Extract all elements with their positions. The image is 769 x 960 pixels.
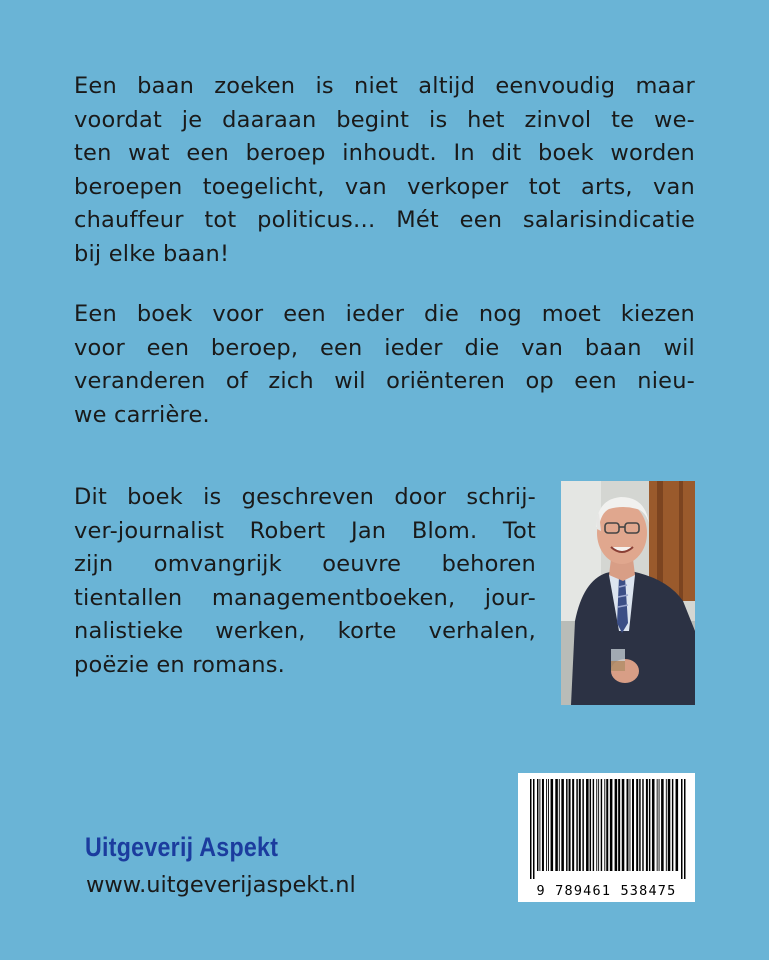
barcode-bar: [582, 779, 583, 871]
barcode-bar: [622, 779, 625, 871]
bio-line: Dit boek is geschreven door schrij-: [74, 484, 536, 510]
barcode-bar: [542, 779, 544, 871]
bio-line: zijn omvangrijk oeuvre behoren: [74, 551, 536, 577]
blurb-paragraph-2: [74, 298, 695, 432]
barcode-bar: [630, 779, 631, 871]
barcode-bar: [672, 779, 673, 871]
barcode-bar: [657, 779, 658, 871]
barcode: [518, 773, 695, 902]
barcode-bar: [649, 779, 650, 871]
barcode-bar: [551, 779, 554, 871]
barcode-guard-bar: [530, 779, 532, 879]
bio-line: poëzie en romans.: [74, 651, 285, 678]
blurb-line: voor een beroep, een ieder die van baan wil: [74, 334, 695, 361]
barcode-bar: [606, 779, 608, 871]
blurb-line: voordat je daaraan begint is het zinvol te we-: [74, 106, 695, 133]
barcode-bar: [659, 779, 660, 871]
author-photo: [561, 481, 695, 705]
barcode-bar: [604, 779, 605, 871]
barcode-bar: [590, 779, 591, 871]
barcode-bar: [636, 779, 638, 871]
barcode-bar: [572, 779, 574, 871]
bio-line: tientallen managementboeken, jour-: [74, 584, 536, 611]
barcode-bar: [618, 779, 620, 871]
barcode-guard-bar: [533, 779, 535, 879]
barcode-bar: [586, 779, 589, 871]
barcode-bar: [666, 779, 667, 871]
barcode-bars: [518, 773, 695, 883]
bio-line: nalistieke werken, korte verhalen,: [74, 618, 536, 644]
blurb-line: chauffeur tot politicus… Mét een salarisindicatie: [74, 207, 695, 233]
barcode-bar: [546, 779, 547, 871]
barcode-bar: [566, 779, 567, 871]
barcode-bar: [539, 779, 540, 871]
barcode-bar: [596, 779, 597, 871]
barcode-bar: [555, 779, 558, 871]
barcode-bar: [610, 779, 613, 871]
blurb-line: beroepen toegelicht, van verkoper tot arts, van: [74, 173, 695, 200]
blurb-paragraph-1: [74, 70, 695, 271]
blurb-line: Een boek voor een ieder die nog moet kiezen: [74, 301, 695, 327]
barcode-bar: [642, 779, 643, 871]
barcode-bar: [598, 779, 599, 871]
blurb-line: bij elke baan!: [74, 240, 230, 267]
blurb-line: we carrière.: [74, 401, 210, 428]
blurb-line: ten wat een beroep inhoudt. In dit boek worden: [74, 140, 695, 166]
barcode-bar: [639, 779, 640, 871]
barcode-bar: [676, 779, 679, 871]
barcode-guard-bar: [681, 779, 683, 879]
barcode-bar: [593, 779, 594, 871]
barcode-bar: [561, 779, 564, 871]
author-bio: [74, 481, 536, 682]
barcode-bar: [548, 779, 549, 871]
barcode-bar: [652, 779, 655, 871]
blurb-line: Een baan zoeken is niet altijd eenvoudig maar: [74, 73, 695, 99]
barcode-bar: [627, 779, 629, 871]
barcode-guard-bar: [684, 779, 686, 879]
barcode-bar: [569, 779, 571, 871]
blurb-line: veranderen of zich wil oriënteren op een nieu-: [74, 368, 695, 394]
barcode-bar: [559, 779, 560, 871]
barcode-bar: [632, 779, 634, 871]
bio-line: ver-journalist Robert Jan Blom. Tot: [74, 517, 536, 544]
barcode-bar: [576, 779, 577, 871]
barcode-bar: [661, 779, 664, 871]
barcode-bar: [668, 779, 671, 871]
barcode-bar: [601, 779, 602, 871]
barcode-bar: [579, 779, 581, 871]
publisher-name: Uitgeverij Aspekt: [85, 832, 279, 862]
isbn-number: 9 789461 538475: [536, 883, 677, 899]
barcode-bar: [615, 779, 618, 871]
barcode-bar: [537, 779, 538, 871]
barcode-bar: [646, 779, 648, 871]
publisher-website[interactable]: www.uitgeverijaspekt.nl: [86, 872, 356, 898]
